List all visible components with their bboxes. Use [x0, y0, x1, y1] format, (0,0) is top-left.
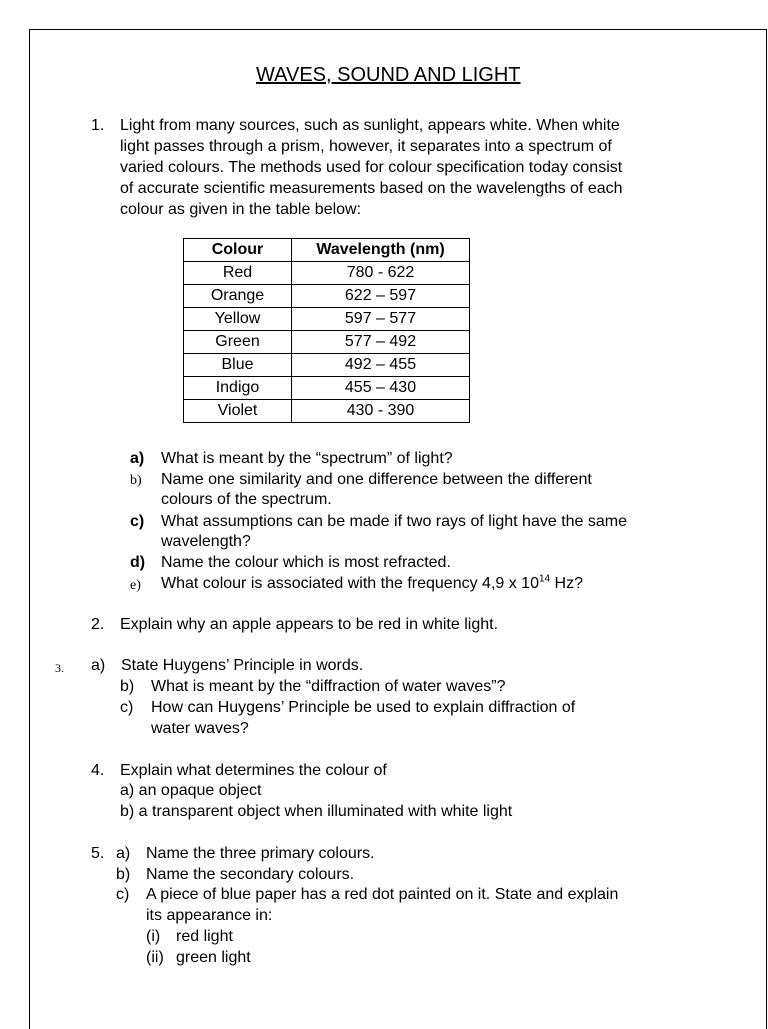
q2-text: Explain why an apple appears to be red in white light.	[120, 616, 499, 633]
q1e-text	[161, 574, 583, 594]
table-row	[184, 354, 470, 377]
colour-cell: Red	[184, 262, 292, 285]
q1a-text: What is meant by the “spectrum” of light?	[161, 450, 453, 467]
wavelength-cell: 780 - 622	[292, 262, 470, 285]
q1-line-4: of accurate scientific measurements based on the wavelengths of each	[120, 180, 623, 197]
q3c-line-2: water waves?	[151, 720, 249, 737]
colour-cell: Indigo	[184, 377, 292, 400]
q1c-line-2: wavelength?	[161, 533, 251, 550]
q2-number: 2.	[91, 616, 105, 633]
table-row	[184, 331, 470, 354]
q5c-line-2: its appearance in:	[146, 907, 273, 924]
table-row	[184, 400, 470, 423]
wavelength-table	[183, 238, 470, 423]
colour-cell: Green	[184, 331, 292, 354]
q3a-text: State Huygens’ Principle in words.	[121, 657, 364, 674]
wavelength-cell: 622 – 597	[292, 285, 470, 308]
q1b-line-2: colours of the spectrum.	[161, 491, 332, 508]
q4b-text: b) a transparent object when illuminated with white light	[120, 803, 513, 820]
q1-line-5: colour as given in the table below:	[120, 201, 362, 218]
q3-number: 3.	[55, 661, 64, 675]
q1d-label: d)	[130, 554, 146, 571]
q1-line-1: Light from many sources, such as sunlight, appears white. When white	[120, 117, 620, 134]
q1c-label: c)	[130, 513, 145, 530]
wavelength-cell: 597 – 577	[292, 308, 470, 331]
q1e-text-pre: What colour is associated with the frequency 4,9 x 10	[161, 575, 539, 592]
q1-line-2: light passes through a prism, however, it separates into a spectrum of	[120, 138, 612, 155]
q5c-line-1: A piece of blue paper has a red dot painted on it. State and explain	[146, 886, 619, 903]
q1-line-3: varied colours. The methods used for colour specification today consist	[120, 159, 623, 176]
colour-cell: Violet	[184, 400, 292, 423]
q1e-text-post: Hz?	[550, 575, 584, 592]
page-title: WAVES, SOUND AND LIGHT	[256, 64, 521, 86]
q5ci-text: red light	[176, 928, 233, 945]
q1e-exponent: 14	[538, 573, 551, 585]
table-row	[184, 308, 470, 331]
wavelength-header: Wavelength (nm)	[292, 239, 470, 262]
wavelength-cell: 430 - 390	[292, 400, 470, 423]
q5a-text: Name the three primary colours.	[146, 845, 375, 862]
q1e-label: e)	[130, 578, 141, 593]
table-row	[184, 262, 470, 285]
q4a-text: a) an opaque object	[120, 782, 262, 799]
colour-header: Colour	[184, 239, 292, 262]
q3b-text: What is meant by the “diffraction of water waves”?	[151, 678, 506, 695]
q1d-text: Name the colour which is most refracted.	[161, 554, 451, 571]
wavelength-cell: 492 – 455	[292, 354, 470, 377]
q1b-label: b)	[130, 473, 142, 488]
colour-cell: Blue	[184, 354, 292, 377]
table-header-row	[184, 239, 470, 262]
q3c-line-1: How can Huygens’ Principle be used to explain diffraction of	[151, 699, 576, 716]
q1b-line-1: Name one similarity and one difference between the different	[161, 471, 592, 488]
q4-text: Explain what determines the colour of	[120, 762, 387, 779]
table-row	[184, 285, 470, 308]
q5b-text: Name the secondary colours.	[146, 866, 355, 883]
q3a-label: a)	[91, 657, 106, 674]
q4-number: 4.	[91, 762, 105, 779]
table-row	[184, 377, 470, 400]
q1-number: 1.	[91, 117, 105, 134]
q3c-label: c)	[120, 699, 134, 716]
q1a-label: a)	[130, 450, 145, 467]
colour-cell: Orange	[184, 285, 292, 308]
q5-number: 5.	[91, 845, 105, 862]
q5a-label: a)	[116, 845, 131, 862]
wavelength-cell: 577 – 492	[292, 331, 470, 354]
q5cii-label: (ii)	[146, 949, 164, 966]
q3b-label: b)	[120, 678, 135, 695]
q5cii-text: green light	[176, 949, 251, 966]
colour-cell: Yellow	[184, 308, 292, 331]
q5c-label: c)	[116, 886, 130, 903]
q5b-label: b)	[116, 866, 131, 883]
wavelength-cell: 455 – 430	[292, 377, 470, 400]
q5ci-label: (i)	[146, 928, 161, 945]
q1c-line-1: What assumptions can be made if two rays of light have the same	[161, 513, 628, 530]
